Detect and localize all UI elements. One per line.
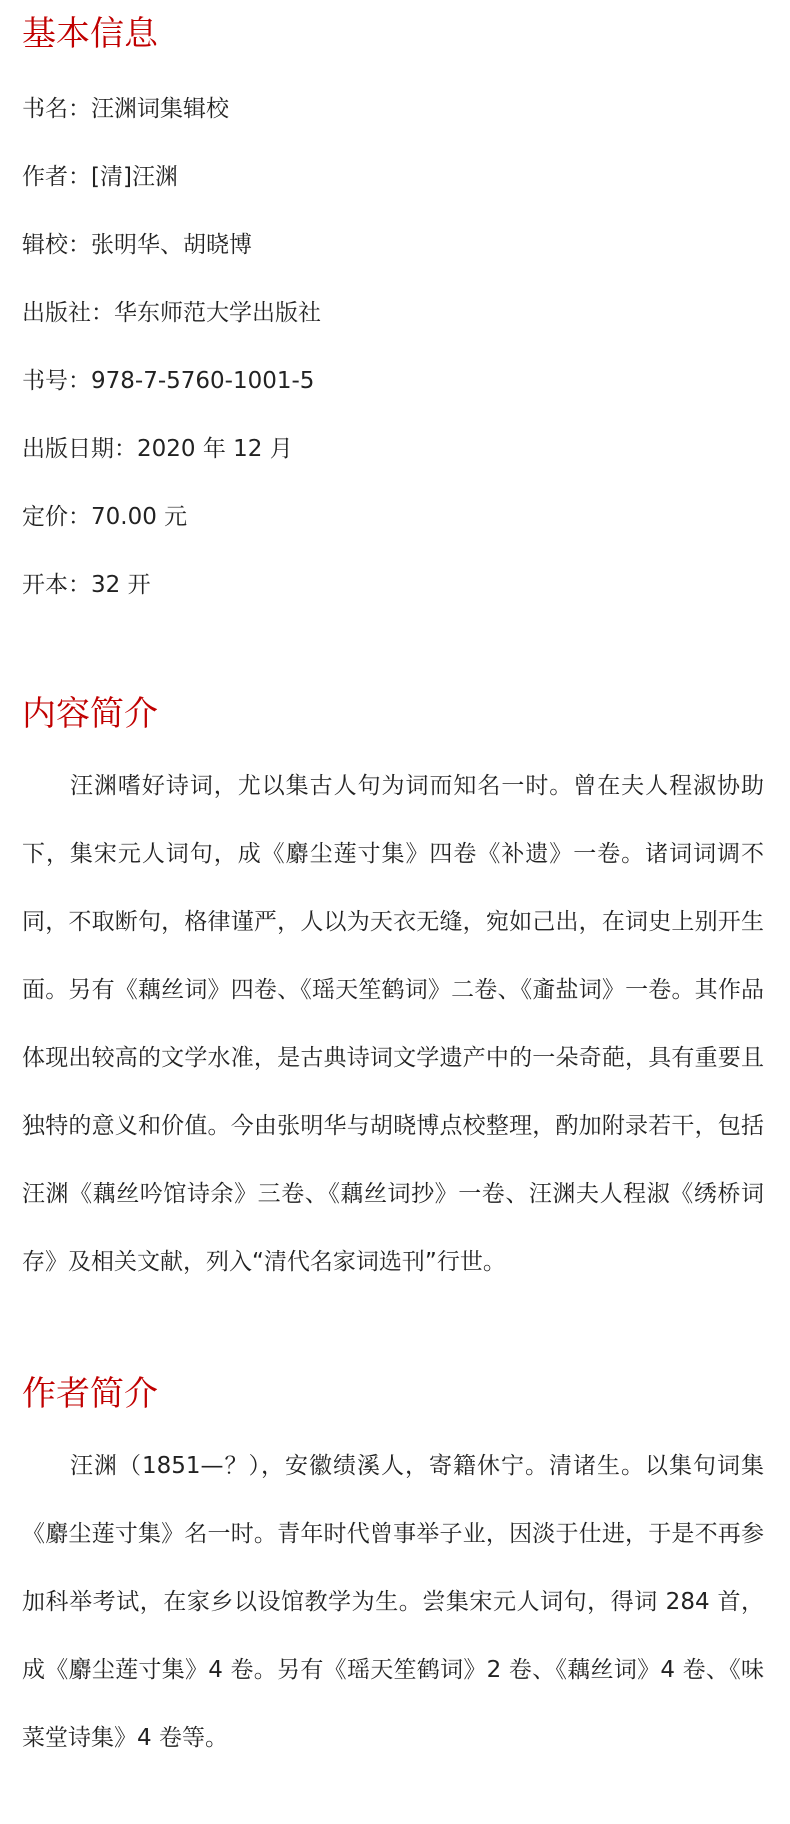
- book-format-line: 开本：32 开: [22, 572, 151, 598]
- book-isbn-line: 书号：978-7-5760-1001-5: [22, 368, 315, 394]
- basic-info-heading: 基本信息: [22, 14, 158, 54]
- content-intro-paragraph: 汪渊嗜好诗词，尤以集古人句为词而知名一时。曾在夫人程淑协助下，集宋元人词句，成《麝尘莲寸集》四卷《补遗》一卷。诸词词调不同，不取断句，格律谨严，人以为天衣无缝，宛如己出，在词史上别开生面。另有《藕丝词》四卷、《瑶天笙鹤词》二卷、《齑盐词》一卷。其作品体现出较高的文学水准，是古典诗词文学遗产中的一朵奇葩，具有重要且独特的意义和价值。今由张明华与胡晓博点校整理，酌加附录若干，包括汪渊《藕丝吟馆诗余》三卷、《藕丝词抄》一卷、汪渊夫人程淑《绣桥词存》及相关文献，列入“清代名家词选刊”行世。: [22, 773, 764, 1275]
- author-intro-heading: 作者简介: [22, 1374, 158, 1414]
- book-price-line: 定价：70.00 元: [22, 504, 188, 530]
- content-intro-heading: 内容简介: [22, 694, 158, 734]
- book-editors-line: 辑校：张明华、胡晓博: [22, 232, 252, 258]
- author-intro-paragraph: 汪渊（1851—？），安徽绩溪人，寄籍休宁。清诸生。以集句词集《麝尘莲寸集》名一时。青年时代曾事举子业，因淡于仕进，于是不再参加科举考试，在家乡以设馆教学为生。尝集宋元人词句，得词 284 首，成《麝尘莲寸集》4 卷。另有《瑶天笙鹤词》2 卷、《藕丝词》4 卷、《味菜堂诗集》4 卷等。: [22, 1453, 764, 1751]
- book-publish-date-line: 出版日期：2020 年 12 月: [22, 436, 293, 462]
- book-publisher-line: 出版社：华东师范大学出版社: [22, 300, 321, 326]
- book-author-line: 作者：[清]汪渊: [22, 164, 178, 190]
- book-title-line: 书名：汪渊词集辑校: [22, 96, 229, 122]
